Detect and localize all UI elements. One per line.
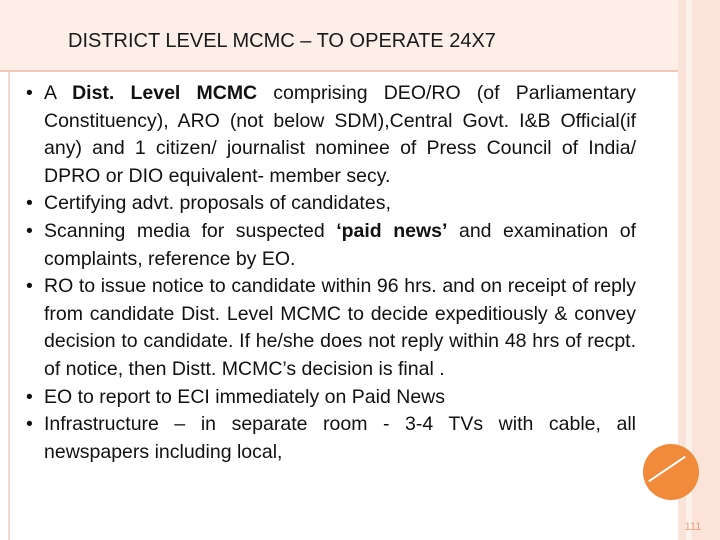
bullet-bold-text: ‘paid news’: [336, 219, 448, 242]
bullet-text: EO to report to ECI immediately on Paid News: [44, 385, 445, 408]
bullet-text: Scanning media for suspected: [44, 219, 337, 242]
page-number: 111: [684, 521, 702, 533]
bullet-text: A: [44, 82, 73, 104]
decorative-orange-circle: [643, 444, 699, 500]
bullet-item-infrastructure: [26, 411, 636, 466]
bullet-marker: •: [26, 275, 33, 298]
slide-title: DISTRICT LEVEL MCMC – TO OPERATE 24X7: [68, 30, 496, 52]
bullet-text: Infrastructure – in separate room - 3-4 TVs with cable, all newspapers including local,: [44, 413, 636, 463]
bullet-text: and examination of complaints, reference by EO.: [44, 219, 637, 270]
bullet-marker: •: [26, 192, 33, 215]
bullet-marker: •: [26, 385, 33, 408]
bullet-marker: •: [26, 413, 33, 436]
bullet-list: [26, 80, 636, 466]
bullet-item-eo-report: [26, 384, 636, 412]
bullet-text: comprising DEO/RO (of Parliamentary Constituency), ARO (not below SDM),Central Govt. I&B Official(if any) and 1 citizen/ journalist nominee of Press Council of India/ DPRO or DIO equivalent- member secy.: [44, 82, 636, 187]
bullet-bold-text: Dist. Level MCMC: [72, 82, 258, 104]
left-decorative-rule: [8, 72, 10, 540]
bullet-marker: •: [26, 82, 33, 104]
bullet-item-certifying-advt: [26, 190, 636, 218]
bullet-marker: •: [26, 219, 33, 242]
bullet-item-scanning-media: [26, 218, 636, 273]
bullet-text: Certifying advt. proposals of candidates,: [44, 192, 391, 215]
bullet-text: RO to issue notice to candidate within 96 hrs. and on receipt of reply from candidate Dist. Level MCMC to decide expeditiously & convey decision to candidate. If he/she does not reply within 48 hrs of recpt. of notice, then Distt. MCMC’s decision is final .: [44, 275, 636, 380]
bullet-item-ro-notice: [26, 273, 636, 383]
bullet-item-mcmc-composition: [26, 80, 636, 190]
